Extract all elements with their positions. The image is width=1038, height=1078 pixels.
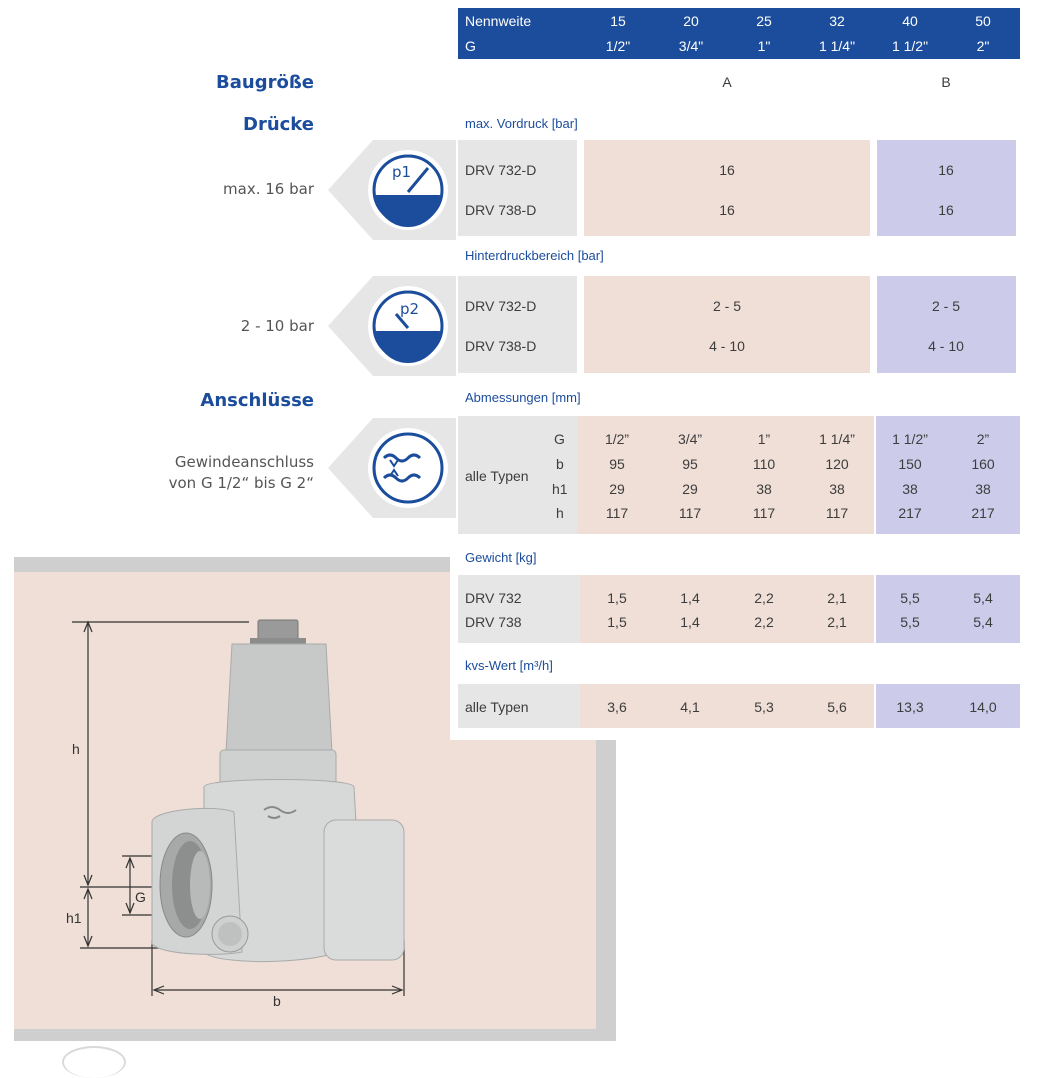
weight-738-1: 1,5 bbox=[607, 614, 627, 630]
weight-732-2: 1,4 bbox=[680, 590, 700, 606]
dim-h1-5: 38 bbox=[902, 481, 918, 497]
dim-h1-6: 38 bbox=[975, 481, 991, 497]
dim-b-6: 160 bbox=[971, 456, 995, 472]
inlet-group-a-cell bbox=[584, 140, 870, 236]
outlet-row-1-name: DRV 732-D bbox=[465, 298, 537, 314]
weight-row-1-name: DRV 732 bbox=[465, 590, 522, 606]
weight-738-5: 5,5 bbox=[900, 614, 920, 630]
dim-b-5: 150 bbox=[898, 456, 922, 472]
outlet-row-2-name: DRV 738-D bbox=[465, 338, 537, 354]
weight-label: Gewicht [kg] bbox=[465, 550, 537, 565]
p2-gauge-icon bbox=[328, 276, 456, 376]
dim-g-3: 1” bbox=[757, 431, 771, 447]
pressures-heading: Drücke bbox=[243, 114, 314, 135]
kvs-2: 4,1 bbox=[680, 699, 700, 715]
outlet-row-1-b: 2 - 5 bbox=[931, 298, 961, 314]
dim-h-1: 117 bbox=[605, 505, 629, 521]
dim-label-h1: h1 bbox=[66, 910, 82, 926]
weight-group-b-cell bbox=[876, 575, 1020, 643]
outlet-group-b-cell bbox=[877, 276, 1016, 373]
size-50: 50 bbox=[975, 13, 991, 29]
thread-connection-icon bbox=[328, 418, 456, 518]
dim-g-6: 2” bbox=[976, 431, 990, 447]
group-a-label: A bbox=[722, 74, 732, 90]
outlet-row-2-a: 4 - 10 bbox=[709, 338, 745, 354]
thread-3: 1" bbox=[757, 38, 771, 54]
nominal-size-label: Nennweite bbox=[465, 13, 532, 29]
kvs-6: 14,0 bbox=[969, 699, 997, 715]
p1-icon-label: p1 bbox=[392, 163, 412, 181]
dim-h-3: 117 bbox=[752, 505, 776, 521]
dim-g-2: 3/4” bbox=[677, 431, 703, 447]
inlet-pressure-label: max. Vordruck [bar] bbox=[465, 116, 578, 131]
inlet-pressure-summary: max. 16 bar bbox=[223, 180, 314, 198]
weight-732-6: 5,4 bbox=[973, 590, 993, 606]
dims-row-name: alle Typen bbox=[465, 468, 529, 484]
outlet-group-a-cell bbox=[584, 276, 870, 373]
inlet-row-1-a: 16 bbox=[719, 162, 735, 178]
dim-b-4: 120 bbox=[825, 456, 849, 472]
dim-h-2: 117 bbox=[678, 505, 702, 521]
kvs-row-name: alle Typen bbox=[465, 699, 529, 715]
dim-h-4: 117 bbox=[825, 505, 849, 521]
dim-h1-3: 38 bbox=[756, 481, 772, 497]
outlet-name-cell bbox=[458, 276, 577, 373]
thread-6: 2" bbox=[976, 38, 990, 54]
thread-4: 1 1/4" bbox=[818, 38, 856, 54]
thread-connection-line-2: von G 1/2“ bis G 2“ bbox=[168, 474, 314, 492]
kvs-3: 5,3 bbox=[754, 699, 774, 715]
group-b-label: B bbox=[941, 74, 951, 90]
thread-2: 3/4" bbox=[678, 38, 704, 54]
dim-h1-2: 29 bbox=[682, 481, 698, 497]
inlet-name-cell bbox=[458, 140, 577, 236]
inlet-row-2-b: 16 bbox=[938, 202, 954, 218]
thread-1: 1/2" bbox=[605, 38, 631, 54]
outlet-row-1-a: 2 - 5 bbox=[712, 298, 742, 314]
kvs-label: kvs-Wert [m³/h] bbox=[465, 658, 553, 673]
size-header bbox=[458, 8, 1020, 59]
p2-icon-label: p2 bbox=[400, 300, 420, 318]
size-15: 15 bbox=[610, 13, 626, 29]
dim-b-1: 95 bbox=[609, 456, 625, 472]
dim-g-5: 1 1/2” bbox=[892, 431, 928, 447]
weight-732-3: 2,2 bbox=[754, 590, 774, 606]
size-25: 25 bbox=[756, 13, 772, 29]
weight-738-2: 1,4 bbox=[680, 614, 700, 630]
p1-gauge-icon bbox=[328, 140, 456, 240]
inlet-group-b-cell bbox=[877, 140, 1016, 236]
weight-group-a-cell bbox=[580, 575, 874, 643]
dim-g-4: 1 1/4” bbox=[819, 431, 855, 447]
dim-key-g: G bbox=[554, 431, 565, 447]
dimensions-label: Abmessungen [mm] bbox=[465, 390, 581, 405]
thread-label: G bbox=[465, 38, 476, 54]
weight-732-5: 5,5 bbox=[900, 590, 920, 606]
kvs-4: 5,6 bbox=[827, 699, 847, 715]
dim-h1-1: 29 bbox=[609, 481, 625, 497]
size-40: 40 bbox=[902, 13, 918, 29]
inlet-row-2-name: DRV 738-D bbox=[465, 202, 537, 218]
inlet-row-1-name: DRV 732-D bbox=[465, 162, 537, 178]
dim-g-1: 1/2” bbox=[604, 431, 630, 447]
weight-732-1: 1,5 bbox=[607, 590, 627, 606]
outlet-pressure-summary: 2 - 10 bar bbox=[240, 317, 314, 335]
dim-label-h: h bbox=[72, 741, 80, 757]
thread-5: 1 1/2" bbox=[891, 38, 929, 54]
dim-label-b: b bbox=[273, 993, 281, 1009]
thread-connection-line-1: Gewindeanschluss bbox=[174, 453, 314, 471]
dim-label-g: G bbox=[135, 889, 146, 905]
dim-b-2: 95 bbox=[682, 456, 698, 472]
dim-key-h1: h1 bbox=[552, 481, 568, 497]
weight-738-6: 5,4 bbox=[973, 614, 993, 630]
connections-heading: Anschlüsse bbox=[200, 390, 314, 411]
size-20: 20 bbox=[683, 13, 699, 29]
dim-h-6: 217 bbox=[971, 505, 995, 521]
kvs-1: 3,6 bbox=[607, 699, 627, 715]
kvs-5: 13,3 bbox=[896, 699, 924, 715]
weight-row-2-name: DRV 738 bbox=[465, 614, 522, 630]
dim-b-3: 110 bbox=[752, 456, 776, 472]
weight-738-4: 2,1 bbox=[827, 614, 847, 630]
size-32: 32 bbox=[829, 13, 845, 29]
inlet-row-1-b: 16 bbox=[938, 162, 954, 178]
outlet-pressure-label: Hinterdruckbereich [bar] bbox=[465, 248, 604, 263]
weight-name-cell bbox=[458, 575, 580, 643]
outlet-row-2-b: 4 - 10 bbox=[928, 338, 964, 354]
inlet-row-2-a: 16 bbox=[719, 202, 735, 218]
valve-body bbox=[152, 620, 404, 962]
weight-738-3: 2,2 bbox=[754, 614, 774, 630]
dim-h1-4: 38 bbox=[829, 481, 845, 497]
dim-key-h: h bbox=[556, 505, 564, 521]
dim-key-b: b bbox=[556, 456, 564, 472]
size-group-heading: Baugröße bbox=[216, 72, 314, 93]
page-decoration bbox=[62, 1046, 126, 1078]
dim-h-5: 217 bbox=[898, 505, 922, 521]
weight-732-4: 2,1 bbox=[827, 590, 847, 606]
